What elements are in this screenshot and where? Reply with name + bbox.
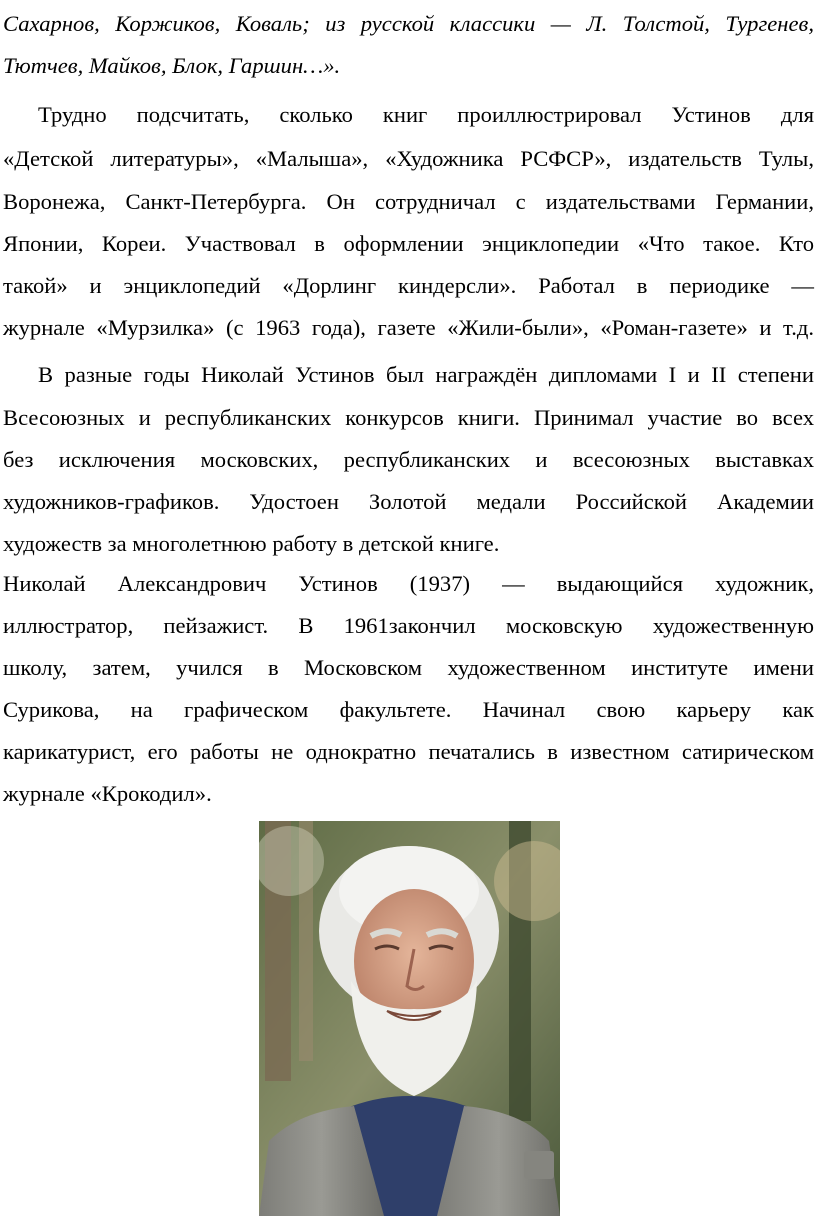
text-line: художников-графиков. Удостоен Золотой медали Российской Академии <box>3 489 814 514</box>
text-line: такой» и энциклопедий «Дорлинг киндерсли». Работал в периодике — <box>3 273 814 298</box>
text-line: В разные годы Николай Устинов был награждён дипломами I и II степени <box>38 362 814 387</box>
text-line: без исключения московских, республиканских и всесоюзных выставках <box>3 447 814 472</box>
text-line: иллюстратор, пейзажист. В 1961закончил московскую художественную <box>3 613 814 638</box>
text-line: Николай Александрович Устинов (1937) — выдающийся художник, <box>3 571 814 596</box>
text-line: журнале «Мурзилка» (с 1963 года), газете «Жили-были», «Роман-газете» и т.д. <box>3 315 814 340</box>
text-line: «Детской литературы», «Малыша», «Художника РСФСР», издательств Тулы, <box>3 146 814 171</box>
portrait-photo <box>259 821 560 1216</box>
text-line: Сахарнов, Коржиков, Коваль; из русской классики — Л. Толстой, Тургенев, <box>3 11 814 36</box>
text-line: Сурикова, на графическом факультете. Начинал свою карьеру как <box>3 697 814 722</box>
text-line: Японии, Кореи. Участвовал в оформлении энциклопедии «Что такое. Кто <box>3 231 814 256</box>
text-line: Воронежа, Санкт-Петербурга. Он сотрудничал с издательствами Германии, <box>3 189 814 214</box>
text-line: Трудно подсчитать, сколько книг проиллюстрировал Устинов для <box>38 102 814 127</box>
text-line: Всесоюзных и республиканских конкурсов книги. Принимал участие во всех <box>3 405 814 430</box>
text-line: Тютчев, Майков, Блок, Гаршин…». <box>3 53 341 78</box>
text-line: художеств за многолетнюю работу в детской книге. <box>3 531 500 556</box>
text-line: карикатурист, его работы не однократно печатались в известном сатирическом <box>3 739 814 764</box>
text-line: школу, затем, учился в Московском художественном институте имени <box>3 655 814 680</box>
text-line: журнале «Крокодил». <box>3 781 212 806</box>
